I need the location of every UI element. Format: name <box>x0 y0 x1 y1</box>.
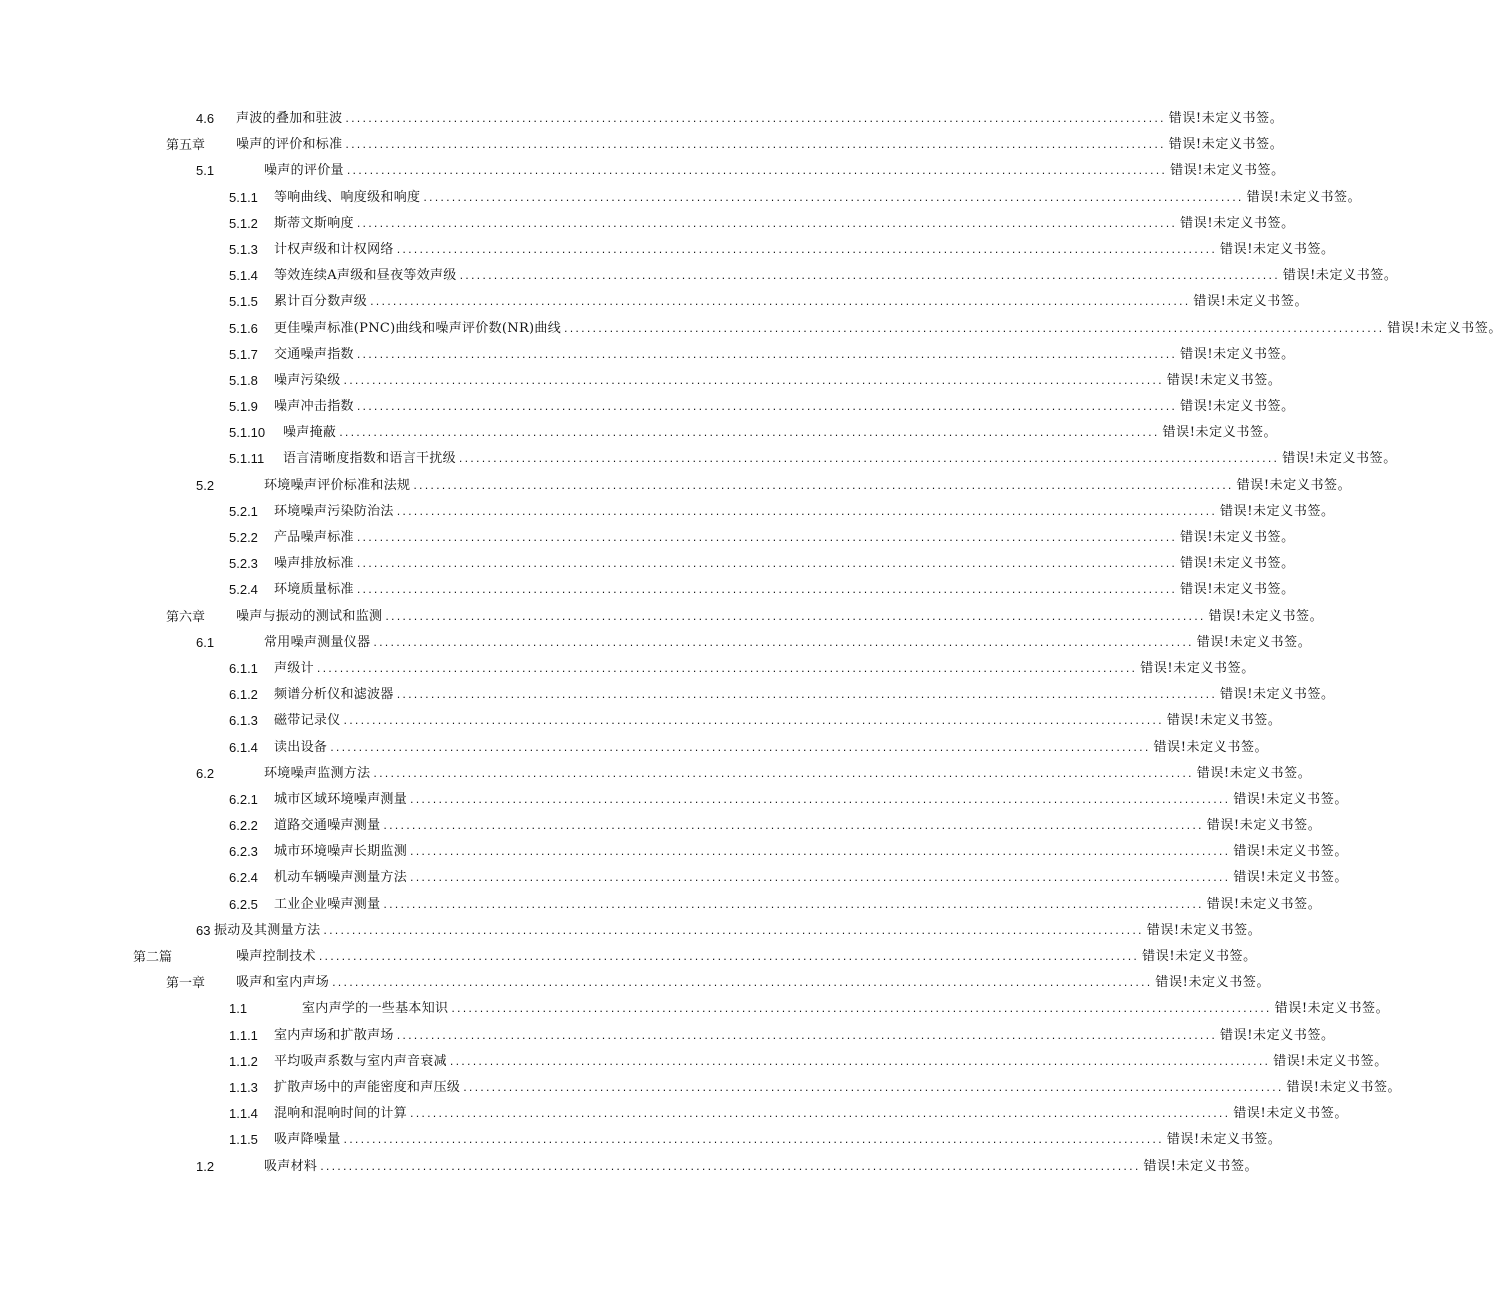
toc-entry-line[interactable] <box>264 1158 1259 1176</box>
toc-entry-title[interactable]: 噪声的评价和标准 <box>236 137 343 153</box>
toc-entry-number: 5.1.5 <box>229 294 258 310</box>
toc-entry-page-ref[interactable]: 错误!未定义书签。 <box>1286 1079 1402 1095</box>
toc-entry-line[interactable] <box>274 896 1322 914</box>
toc-dot-leader: ................................................................................................................................................ <box>413 478 1234 492</box>
toc-entry-page-ref[interactable]: 错误!未定义书签。 <box>1140 660 1255 676</box>
toc-entry-title[interactable]: 产品噪声标准 <box>274 530 354 545</box>
toc-entry-number: 第一章 <box>166 975 206 991</box>
toc-entry-number: 6.2.2 <box>229 818 258 834</box>
toc-entry[interactable] <box>0 552 1295 578</box>
toc-entry-line[interactable] <box>274 791 1348 809</box>
toc-entry-line[interactable] <box>274 215 1295 233</box>
toc-dot-leader: ................................................................................................................................................ <box>459 269 1280 283</box>
toc-entry-number: 5.2.3 <box>229 556 258 572</box>
toc-entry-title[interactable]: 室内声学的一些基本知识 <box>302 1001 449 1017</box>
toc-entry-page-ref[interactable]: 错误!未定义书签。 <box>1233 844 1348 860</box>
toc-entry[interactable] <box>0 683 1335 709</box>
toc-entry-title[interactable]: 频谱分析仪和滤波器 <box>274 687 394 703</box>
toc-entry-page-ref[interactable]: 错误!未定义书签。 <box>1274 1001 1390 1017</box>
toc-entry[interactable] <box>0 369 1282 395</box>
toc-entry-line[interactable] <box>283 424 1278 442</box>
toc-entry-title[interactable]: 环境质量标准 <box>274 582 354 598</box>
toc-dot-leader: ................................................................................................................................................ <box>410 792 1231 806</box>
toc-entry-page-ref[interactable]: 错误!未定义书签。 <box>1246 189 1362 205</box>
toc-entry-page-ref[interactable]: 错误!未定义书签。 <box>1208 608 1324 624</box>
toc-dot-leader: ................................................................................................................................................ <box>343 1133 1164 1147</box>
toc-entry-line[interactable] <box>274 398 1295 416</box>
toc-entry-line[interactable] <box>274 503 1335 521</box>
toc-entry-line[interactable] <box>274 686 1335 704</box>
toc-entry-line[interactable] <box>274 241 1335 259</box>
toc-dot-leader: ................................................................................................................................................ <box>410 871 1231 885</box>
toc-entry-page-ref[interactable]: 错误!未定义书签。 <box>1387 320 1502 336</box>
toc-dot-leader: ................................................................................................................................................ <box>383 819 1204 833</box>
toc-entry-page-ref[interactable]: 错误!未定义书签。 <box>1168 137 1284 153</box>
toc-entry-title[interactable]: 噪声控制技术 <box>236 949 316 964</box>
toc-entry-page-ref[interactable]: 错误!未定义书签。 <box>1206 896 1322 912</box>
toc-entry-line[interactable] <box>302 1000 1390 1018</box>
toc-entry-title[interactable]: 语言清晰度指数和语言干扰级 <box>283 451 456 467</box>
toc-entry-page-ref[interactable]: 错误!未定义书签。 <box>1220 687 1335 703</box>
toc-entry-line[interactable] <box>236 974 1271 992</box>
toc-dot-leader: ................................................................................................................................................ <box>396 242 1218 256</box>
toc-entry-page-ref[interactable]: 错误!未定义书签。 <box>1282 268 1398 284</box>
toc-entry-page-ref[interactable]: 错误!未定义书签。 <box>1206 818 1322 834</box>
toc-dot-leader: ................................................................................................................................................ <box>458 452 1280 466</box>
toc-entry-number: 5.1.8 <box>229 372 258 388</box>
toc-entry[interactable] <box>0 526 1295 552</box>
toc-entry-line[interactable] <box>274 189 1362 207</box>
toc-entry-number: 6.2.1 <box>229 791 258 807</box>
toc-entry-line[interactable] <box>274 660 1255 678</box>
toc-entry[interactable] <box>0 893 1322 919</box>
toc-dot-leader: ................................................................................................................................................ <box>316 661 1138 675</box>
toc-entry[interactable] <box>0 447 1397 473</box>
toc-entry-number: 5.1 <box>196 163 215 179</box>
toc-entry-page-ref[interactable]: 错误!未定义书签。 <box>1220 241 1335 257</box>
toc-entry-number: 5.1.9 <box>229 399 258 415</box>
toc-dot-leader: ................................................................................................................................................ <box>356 400 1178 414</box>
toc-entry[interactable] <box>0 971 1271 997</box>
toc-entry-title[interactable]: 等效连续A声级和昼夜等效声级 <box>274 268 457 284</box>
toc-entry-line[interactable] <box>274 1131 1282 1149</box>
toc-dot-leader: ................................................................................................................................................ <box>339 426 1160 440</box>
toc-entry-line[interactable] <box>274 1105 1348 1123</box>
toc-entry[interactable] <box>0 1024 1335 1050</box>
toc-entry[interactable] <box>0 605 1324 631</box>
toc-entry-number: 第二篇 <box>133 949 173 964</box>
toc-entry-title[interactable]: 更佳噪声标准(PNC)曲线和噪声评价数(NR)曲线 <box>274 320 562 336</box>
toc-entry-line[interactable] <box>283 450 1397 468</box>
toc-entry-title[interactable]: 吸声和室内声场 <box>236 975 330 991</box>
toc-entry-title[interactable]: 声波的叠加和驻波 <box>236 111 343 126</box>
toc-entry-line[interactable] <box>274 293 1309 311</box>
toc-entry-page-ref[interactable]: 错误!未定义书签。 <box>1180 530 1295 545</box>
toc-entry-line[interactable] <box>236 948 1257 966</box>
toc-entry-page-ref[interactable]: 错误!未定义书签。 <box>1180 556 1295 572</box>
toc-entry-title[interactable]: 城市环境噪声长期监测 <box>274 844 408 860</box>
toc-entry-title[interactable]: 环境噪声评价标准和法规 <box>264 477 411 493</box>
toc-entry-number: 6.2.4 <box>229 870 258 886</box>
toc-entry-page-ref[interactable]: 错误!未定义书签。 <box>1166 372 1282 388</box>
toc-entry-line[interactable] <box>274 843 1348 861</box>
toc-entry-line[interactable] <box>236 110 1284 128</box>
toc-entry[interactable] <box>0 631 1312 657</box>
toc-entry[interactable] <box>0 186 1362 212</box>
toc-entry-title[interactable]: 机动车辆噪声测量方法 <box>274 870 408 886</box>
toc-entry-number: 1.1.2 <box>229 1053 258 1069</box>
toc-entry[interactable] <box>0 866 1348 892</box>
toc-entry-number: 5.1.4 <box>229 268 258 284</box>
toc-dot-leader: ................................................................................................................................................ <box>385 609 1206 623</box>
toc-dot-leader: ................................................................................................................................................ <box>345 112 1166 125</box>
toc-entry-title[interactable]: 道路交通噪声测量 <box>274 818 381 834</box>
toc-entry-title[interactable]: 读出设备 <box>274 739 328 755</box>
table-of-contents <box>0 107 1502 1181</box>
toc-entry-page-ref[interactable]: 错误!未定义书签。 <box>1143 1158 1259 1174</box>
toc-entry-line[interactable] <box>274 346 1295 364</box>
toc-entry-number: 1.1.4 <box>229 1106 258 1122</box>
toc-dot-leader: ................................................................................................................................................ <box>356 583 1178 597</box>
toc-entry-line[interactable] <box>274 739 1269 757</box>
toc-entry-page-ref[interactable]: 错误!未定义书签。 <box>1233 791 1348 807</box>
toc-entry[interactable] <box>0 264 1398 290</box>
toc-entry-page-ref[interactable]: 错误!未定义书签。 <box>1162 425 1278 441</box>
toc-entry[interactable] <box>0 657 1255 683</box>
toc-dot-leader: ................................................................................................................................................ <box>410 845 1231 859</box>
toc-entry-page-ref[interactable]: 错误!未定义书签。 <box>1146 922 1262 938</box>
toc-entry-number: 5.1.1 <box>229 189 258 205</box>
toc-entry-title[interactable]: 室内声场和扩散声场 <box>274 1027 394 1043</box>
toc-entry-line[interactable] <box>264 634 1312 652</box>
toc-entry[interactable] <box>0 1050 1388 1076</box>
toc-entry-number: 1.1 <box>229 1001 248 1017</box>
toc-entry[interactable] <box>0 500 1335 526</box>
toc-entry-line[interactable] <box>274 1027 1335 1045</box>
toc-entry-line[interactable] <box>274 1053 1388 1071</box>
toc-entry-title[interactable]: 振动及其测量方法 <box>214 922 321 938</box>
toc-entry-page-ref[interactable]: 错误!未定义书签。 <box>1166 1132 1282 1148</box>
toc-entry-number: 6.1.2 <box>229 687 258 703</box>
toc-entry-title[interactable]: 计权声级和计权网络 <box>274 241 394 257</box>
toc-dot-leader: ................................................................................................................................................ <box>346 164 1168 178</box>
toc-dot-leader: ................................................................................................................................................ <box>332 976 1153 990</box>
toc-dot-leader: ................................................................................................................................................ <box>343 714 1164 728</box>
toc-entry-line[interactable] <box>274 372 1282 390</box>
toc-entry-page-ref[interactable]: 错误!未定义书签。 <box>1155 975 1271 991</box>
toc-entry-line[interactable] <box>236 136 1284 154</box>
toc-entry-number: 6.2.5 <box>229 896 258 912</box>
toc-entry-line[interactable] <box>264 477 1352 495</box>
toc-entry-number: 6.2.3 <box>229 844 258 860</box>
toc-dot-leader: ................................................................................................................................................ <box>343 373 1164 387</box>
toc-entry-line[interactable] <box>274 712 1282 730</box>
toc-entry-title[interactable]: 吸声降噪量 <box>274 1132 341 1148</box>
toc-entry-line[interactable] <box>274 1079 1402 1097</box>
toc-entry-line[interactable] <box>274 581 1295 599</box>
toc-entry[interactable] <box>0 578 1295 604</box>
toc-dot-leader: ................................................................................................................................................ <box>373 766 1194 780</box>
toc-entry-number: 5.1.10 <box>229 425 266 441</box>
toc-entry[interactable] <box>0 1128 1282 1154</box>
toc-entry-line[interactable] <box>214 922 1262 940</box>
toc-entry-page-ref[interactable]: 错误!未定义书签。 <box>1273 1053 1388 1069</box>
toc-dot-leader: ................................................................................................................................................ <box>451 1002 1272 1016</box>
toc-entry-title[interactable]: 吸声材料 <box>264 1158 318 1174</box>
toc-entry-number: 6.1.1 <box>229 660 258 676</box>
toc-dot-leader: ................................................................................................................................................ <box>356 216 1178 230</box>
toc-entry-line[interactable] <box>274 529 1295 547</box>
toc-entry[interactable] <box>0 1102 1348 1128</box>
toc-entry-number: 4.6 <box>196 111 215 126</box>
toc-entry-line[interactable] <box>264 765 1312 783</box>
toc-entry[interactable] <box>0 709 1282 735</box>
toc-entry-number: 5.2.2 <box>229 530 258 545</box>
toc-entry-page-ref[interactable]: 错误!未定义书签。 <box>1180 346 1295 362</box>
toc-entry-title[interactable]: 噪声冲击指数 <box>274 399 354 415</box>
toc-dot-leader: ................................................................................................................................................ <box>410 1107 1231 1121</box>
toc-dot-leader: ................................................................................................................................................ <box>373 635 1194 649</box>
toc-entry-line[interactable] <box>236 608 1324 626</box>
toc-dot-leader: ................................................................................................................................................ <box>396 504 1218 518</box>
toc-dot-leader: ................................................................................................................................................ <box>345 138 1166 152</box>
toc-entry-page-ref[interactable]: 错误!未定义书签。 <box>1233 1106 1348 1122</box>
toc-entry[interactable] <box>0 317 1502 343</box>
toc-entry[interactable] <box>0 474 1352 500</box>
toc-entry-page-ref[interactable]: 错误!未定义书签。 <box>1180 399 1295 415</box>
toc-dot-leader: ................................................................................................................................................ <box>383 897 1204 911</box>
toc-entry-number: 5.1.2 <box>229 215 258 231</box>
toc-entry-number: 6.1.4 <box>229 739 258 755</box>
toc-entry-title[interactable]: 噪声污染级 <box>274 372 341 388</box>
toc-entry-line[interactable] <box>274 817 1322 835</box>
toc-entry-number: 1.1.1 <box>229 1027 258 1043</box>
toc-entry[interactable] <box>0 395 1295 421</box>
toc-entry-number: 63 <box>196 922 211 938</box>
toc-entry-page-ref[interactable]: 错误!未定义书签。 <box>1180 215 1295 231</box>
toc-entry-title[interactable]: 平均吸声系数与室内声音衰减 <box>274 1053 447 1069</box>
toc-entry-number: 1.1.5 <box>229 1132 258 1148</box>
toc-entry-title[interactable]: 交通噪声指数 <box>274 346 354 362</box>
toc-dot-leader: ................................................................................................................................................ <box>356 531 1178 544</box>
toc-entry[interactable] <box>0 997 1390 1023</box>
toc-entry-page-ref[interactable]: 错误!未定义书签。 <box>1180 582 1295 598</box>
toc-dot-leader: ................................................................................................................................................ <box>463 1080 1284 1094</box>
toc-entry-number: 5.1.11 <box>229 451 265 467</box>
toc-dot-leader: ................................................................................................................................................ <box>564 321 1385 335</box>
toc-dot-leader: ................................................................................................................................................ <box>423 190 1244 204</box>
toc-entry[interactable] <box>0 736 1269 762</box>
toc-entry[interactable] <box>0 133 1284 159</box>
toc-entry-number: 6.1.3 <box>229 713 258 729</box>
toc-entry-line[interactable] <box>274 267 1398 285</box>
toc-entry-title[interactable]: 常用噪声测量仪器 <box>264 634 371 650</box>
toc-entry-title[interactable]: 声级计 <box>274 660 314 676</box>
toc-entry-title[interactable]: 磁带记录仪 <box>274 713 341 729</box>
toc-entry-number: 6.1 <box>196 634 215 650</box>
toc-entry-title[interactable]: 工业企业噪声测量 <box>274 896 381 912</box>
toc-entry-number: 5.1.7 <box>229 346 258 362</box>
toc-entry-number: 5.2.1 <box>229 503 258 519</box>
toc-entry-title[interactable]: 环境噪声污染防治法 <box>274 503 394 519</box>
toc-entry[interactable] <box>0 107 1284 133</box>
toc-dot-leader: ................................................................................................................................................ <box>396 1028 1218 1042</box>
toc-entry-line[interactable] <box>264 162 1285 180</box>
toc-dot-leader: ................................................................................................................................................ <box>323 923 1144 937</box>
toc-entry-page-ref[interactable]: 错误!未定义书签。 <box>1196 765 1312 781</box>
toc-entry-line[interactable] <box>274 869 1348 887</box>
toc-entry-title[interactable]: 累计百分数声级 <box>274 294 368 310</box>
toc-entry[interactable] <box>0 762 1312 788</box>
toc-entry-page-ref[interactable]: 错误!未定义书签。 <box>1220 1027 1335 1043</box>
toc-dot-leader: ................................................................................................................................................ <box>370 295 1191 309</box>
toc-dot-leader: ................................................................................................................................................ <box>318 950 1140 963</box>
toc-entry-number: 5.1.3 <box>229 241 258 257</box>
toc-entry-page-ref[interactable]: 错误!未定义书签。 <box>1282 451 1397 467</box>
toc-entry-page-ref[interactable]: 错误!未定义书签。 <box>1166 713 1282 729</box>
toc-entry[interactable] <box>0 919 1262 945</box>
toc-entry-page-ref[interactable]: 错误!未定义书签。 <box>1142 949 1257 964</box>
toc-entry-page-ref[interactable]: 错误!未定义书签。 <box>1220 503 1335 519</box>
toc-entry-page-ref[interactable]: 错误!未定义书签。 <box>1236 477 1352 493</box>
toc-entry-number: 5.2 <box>196 477 215 493</box>
toc-entry-number: 5.2.4 <box>229 582 258 598</box>
toc-entry-number: 1.1.3 <box>229 1079 258 1095</box>
toc-entry-page-ref[interactable]: 错误!未定义书签。 <box>1153 739 1269 755</box>
toc-entry-title[interactable]: 噪声的评价量 <box>264 163 344 179</box>
toc-entry-number: 5.1.6 <box>229 320 258 336</box>
toc-entry-number: 第六章 <box>166 608 206 624</box>
toc-entry-page-ref[interactable]: 错误!未定义书签。 <box>1168 111 1284 126</box>
toc-dot-leader: ................................................................................................................................................ <box>330 740 1151 754</box>
toc-dot-leader: ................................................................................................................................................ <box>320 1159 1141 1173</box>
toc-entry[interactable] <box>0 238 1335 264</box>
toc-entry[interactable] <box>0 840 1348 866</box>
toc-entry[interactable] <box>0 1155 1259 1181</box>
toc-entry-line[interactable] <box>274 320 1502 338</box>
toc-entry-title[interactable]: 等响曲线、响度级和响度 <box>274 189 421 205</box>
toc-dot-leader: ................................................................................................................................................ <box>356 557 1178 571</box>
toc-entry[interactable] <box>0 159 1285 185</box>
toc-entry-number: 第五章 <box>166 137 206 153</box>
toc-entry[interactable] <box>0 945 1257 971</box>
toc-entry-title[interactable]: 噪声掩蔽 <box>283 425 337 441</box>
toc-entry-title[interactable]: 城市区域环境噪声测量 <box>274 791 408 807</box>
toc-entry-title[interactable]: 环境噪声监测方法 <box>264 765 371 781</box>
toc-dot-leader: ................................................................................................................................................ <box>356 347 1178 361</box>
toc-entry-number: 6.2 <box>196 765 215 781</box>
toc-entry-title[interactable]: 斯蒂文斯响度 <box>274 215 354 231</box>
toc-dot-leader: ................................................................................................................................................ <box>396 688 1218 702</box>
toc-entry-page-ref[interactable]: 错误!未定义书签。 <box>1193 294 1309 310</box>
toc-entry[interactable] <box>0 212 1295 238</box>
toc-entry[interactable] <box>0 1076 1402 1102</box>
toc-entry-title[interactable]: 扩散声场中的声能密度和声压级 <box>274 1079 461 1095</box>
toc-entry[interactable] <box>0 343 1295 369</box>
toc-entry[interactable] <box>0 788 1348 814</box>
toc-entry[interactable] <box>0 290 1309 316</box>
toc-entry-number: 1.2 <box>196 1158 215 1174</box>
toc-entry[interactable] <box>0 814 1322 840</box>
toc-entry[interactable] <box>0 421 1278 447</box>
toc-entry-page-ref[interactable]: 错误!未定义书签。 <box>1233 870 1348 886</box>
toc-entry-line[interactable] <box>274 555 1295 573</box>
toc-entry-page-ref[interactable]: 错误!未定义书签。 <box>1196 634 1312 650</box>
toc-dot-leader: ................................................................................................................................................ <box>449 1054 1271 1068</box>
toc-entry-page-ref[interactable]: 错误!未定义书签。 <box>1170 163 1285 179</box>
toc-entry-title[interactable]: 混响和混响时间的计算 <box>274 1106 408 1122</box>
toc-entry-title[interactable]: 噪声排放标准 <box>274 556 354 572</box>
toc-entry-title[interactable]: 噪声与振动的测试和监测 <box>236 608 383 624</box>
